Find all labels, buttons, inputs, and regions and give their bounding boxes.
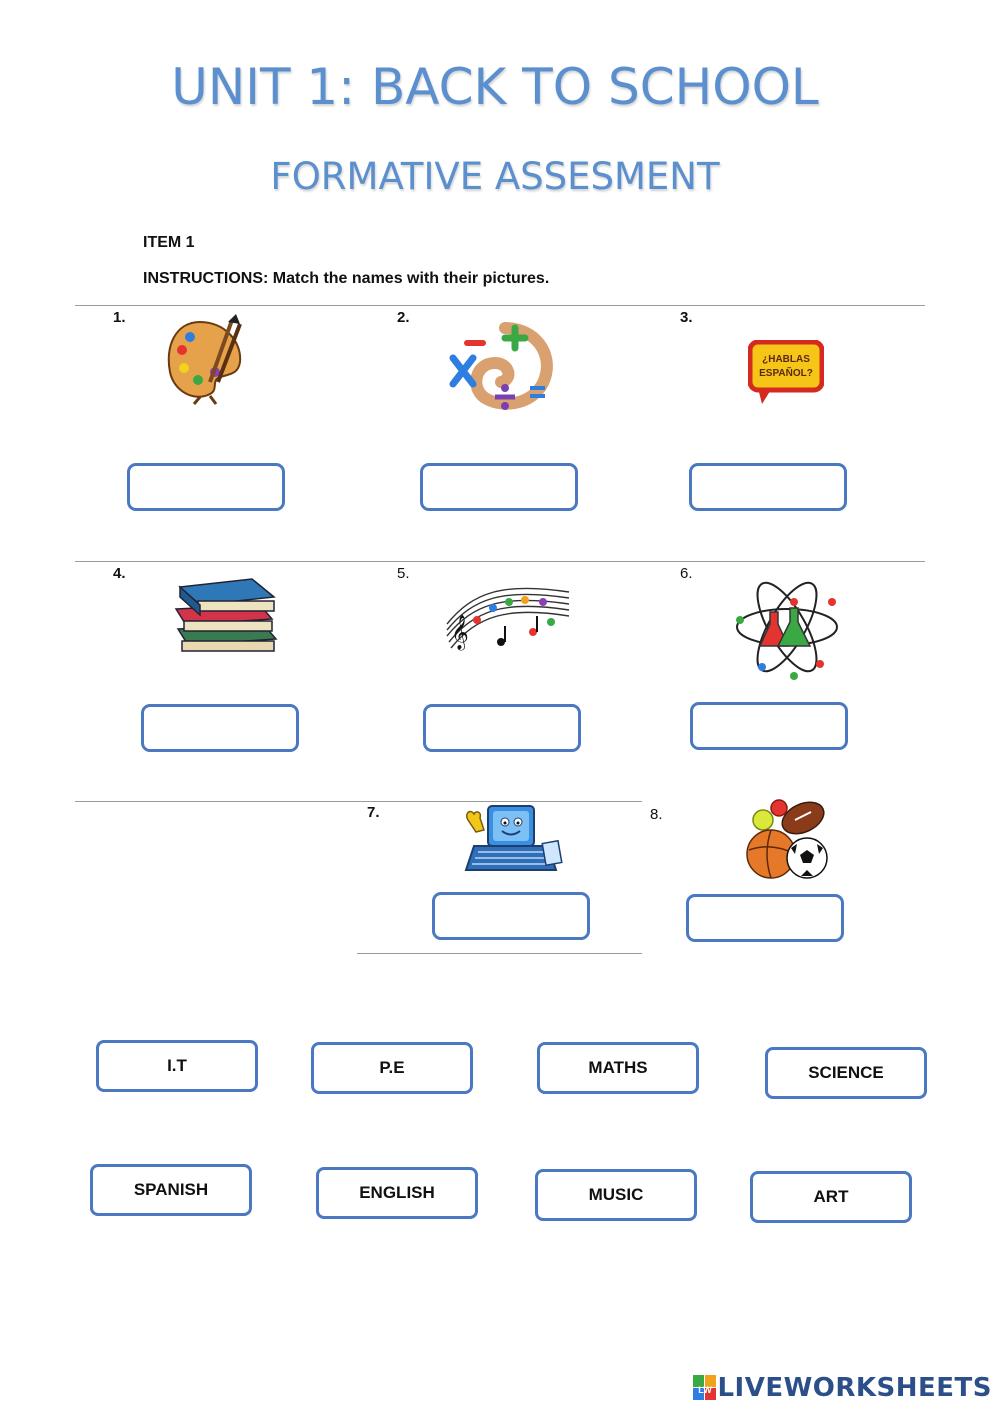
answer-box-5[interactable]: [423, 704, 581, 752]
answer-box-2[interactable]: [420, 463, 578, 511]
sign-text-line-2: ESPAÑOL?: [759, 368, 813, 379]
liveworksheets-badge-icon: [693, 1375, 717, 1401]
picture-number: 4.: [113, 565, 126, 582]
word-card-art[interactable]: ART: [750, 1171, 912, 1223]
science-atom-flasks-icon: [732, 572, 842, 682]
word-card-music[interactable]: MUSIC: [535, 1169, 697, 1221]
hablas-espanol-sign-icon: [748, 340, 824, 406]
liveworksheets-logo: [693, 1373, 992, 1403]
picture-number: 2.: [397, 309, 410, 326]
row-divider: [357, 953, 642, 954]
picture-number: 6.: [680, 565, 693, 582]
word-card-maths[interactable]: MATHS: [537, 1042, 699, 1094]
picture-number: 5.: [397, 565, 410, 582]
svg-text:𝄞: 𝄞: [451, 615, 469, 650]
row-divider: [75, 305, 925, 306]
word-card-it[interactable]: I.T: [96, 1040, 258, 1092]
page-title: UNIT 1: BACK TO SCHOOL: [171, 58, 819, 116]
answer-box-4[interactable]: [141, 704, 299, 752]
badge-letters: LW: [698, 1385, 713, 1395]
answer-box-6[interactable]: [690, 702, 848, 750]
answer-box-8[interactable]: [686, 894, 844, 942]
word-card-pe[interactable]: P.E: [311, 1042, 473, 1094]
item-label: ITEM 1: [143, 234, 195, 251]
page-subtitle: FORMATIVE ASSESMENT: [270, 155, 720, 198]
row-divider: [75, 561, 925, 562]
answer-box-7[interactable]: [432, 892, 590, 940]
answer-box-1[interactable]: [127, 463, 285, 511]
art-palette-icon: [160, 312, 250, 407]
word-card-english[interactable]: ENGLISH: [316, 1167, 478, 1219]
sign-text-line-1: ¿HABLAS: [762, 354, 810, 365]
word-card-spanish[interactable]: SPANISH: [90, 1164, 252, 1216]
music-notes-icon: [443, 572, 573, 654]
picture-number: 1.: [113, 309, 126, 326]
picture-number: 3.: [680, 309, 693, 326]
picture-number: 8.: [650, 806, 663, 823]
answer-box-3[interactable]: [689, 463, 847, 511]
computer-laptop-icon: [460, 800, 564, 880]
logo-text: LIVEWORKSHEETS: [717, 1373, 992, 1403]
books-stack-icon: [170, 575, 282, 661]
instructions-text: INSTRUCTIONS: Match the names with their pictures.: [143, 270, 550, 287]
maths-symbols-icon: [445, 318, 557, 413]
word-card-science[interactable]: SCIENCE: [765, 1047, 927, 1099]
sports-balls-icon: [745, 798, 835, 882]
picture-number: 7.: [367, 804, 380, 821]
